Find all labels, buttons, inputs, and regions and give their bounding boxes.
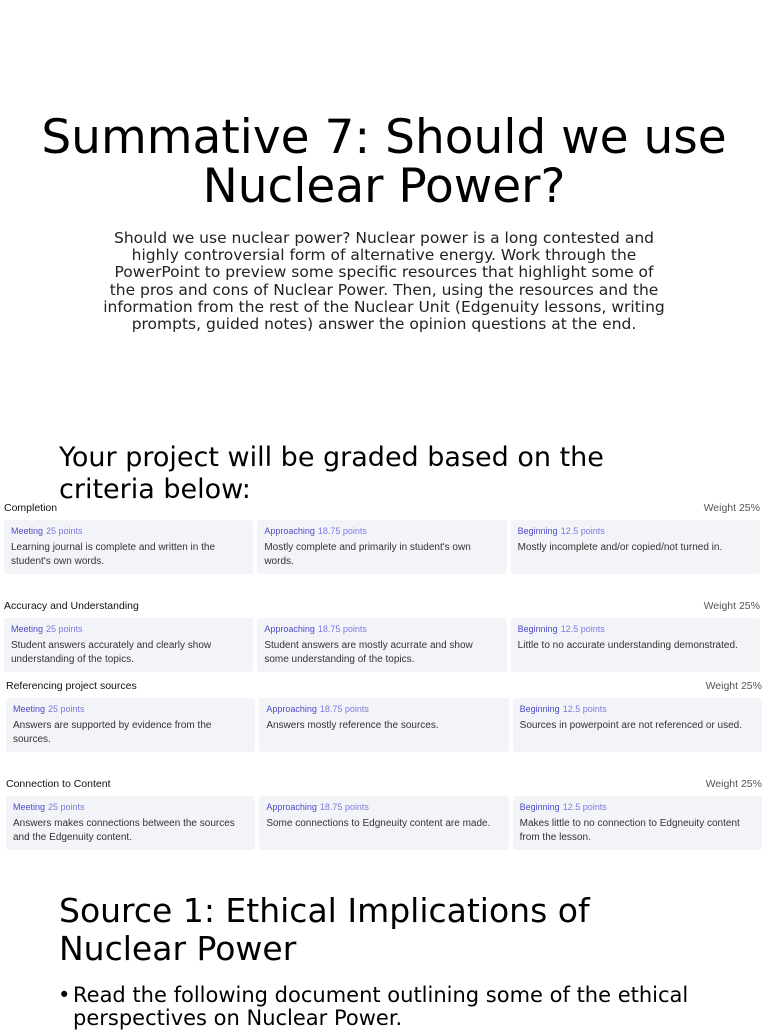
level-label: Beginning bbox=[519, 704, 560, 714]
rubric-cell-meeting bbox=[6, 796, 255, 850]
level-description: Mostly complete and primarily in student's own words. bbox=[264, 542, 471, 567]
rubric-criterion: Completion bbox=[4, 502, 58, 514]
points-label: 18.75 points bbox=[317, 624, 367, 634]
rubric-connection bbox=[6, 776, 762, 850]
rubric-cell-beginning bbox=[513, 796, 762, 850]
rubric-accuracy bbox=[4, 598, 760, 672]
points-label: 25 points bbox=[46, 624, 83, 634]
rubric-referencing bbox=[6, 678, 762, 752]
points-label: 25 points bbox=[48, 802, 85, 812]
points-label: 18.75 points bbox=[319, 704, 369, 714]
rubric-cell-approaching bbox=[257, 618, 506, 672]
level-label: Meeting bbox=[13, 704, 46, 714]
rubric-cell-approaching bbox=[259, 796, 508, 850]
bullet-item bbox=[58, 984, 698, 1030]
level-label: Meeting bbox=[11, 526, 44, 536]
level-description: Makes little to no connection to Edgneuity content from the lesson. bbox=[519, 818, 740, 843]
rubric-weight: Weight 25% bbox=[703, 600, 760, 612]
rubric-weight: Weight 25% bbox=[705, 778, 762, 790]
level-description: Answers mostly reference the sources. bbox=[266, 720, 439, 731]
level-description: Learning journal is complete and written in the student's own words. bbox=[11, 542, 216, 567]
grading-heading: Your project will be graded based on the criteria below: bbox=[59, 442, 604, 505]
rubric-cell-meeting bbox=[6, 698, 255, 752]
level-label: Meeting bbox=[13, 802, 46, 812]
rubric-criterion: Accuracy and Understanding bbox=[4, 600, 139, 612]
rubric-cell-meeting bbox=[4, 520, 253, 574]
bullet-text: Read the following document outlining some of the ethical perspectives on Nuclear Power. bbox=[73, 983, 689, 1030]
level-description: Some connections to Edgneuity content are made. bbox=[266, 818, 491, 829]
level-label: Beginning bbox=[517, 624, 558, 634]
rubric-cell-approaching bbox=[257, 520, 506, 574]
level-description: Little to no accurate understanding demonstrated. bbox=[517, 640, 738, 651]
points-label: 18.75 points bbox=[319, 802, 369, 812]
points-label: 18.75 points bbox=[317, 526, 367, 536]
points-label: 12.5 points bbox=[560, 526, 605, 536]
level-description: Mostly incomplete and/or copied/not turned in. bbox=[517, 542, 723, 553]
rubric-weight: Weight 25% bbox=[705, 680, 762, 692]
points-label: 12.5 points bbox=[562, 802, 607, 812]
level-description: Sources in powerpoint are not referenced or used. bbox=[519, 720, 743, 731]
level-description: Answers are supported by evidence from the sources. bbox=[13, 720, 212, 745]
level-label: Approaching bbox=[266, 704, 317, 714]
level-label: Beginning bbox=[519, 802, 560, 812]
rubric-cell-meeting bbox=[4, 618, 253, 672]
level-label: Approaching bbox=[264, 526, 315, 536]
rubric-weight: Weight 25% bbox=[703, 502, 760, 514]
level-label: Beginning bbox=[517, 526, 558, 536]
level-label: Approaching bbox=[264, 624, 315, 634]
level-description: Student answers are mostly acurrate and show some understanding of the topics. bbox=[264, 640, 473, 665]
rubric-cell-beginning bbox=[511, 520, 760, 574]
page-title: Summative 7: Should we use Nuclear Power? bbox=[41, 110, 727, 214]
points-label: 12.5 points bbox=[560, 624, 605, 634]
level-label: Meeting bbox=[11, 624, 44, 634]
level-description: Answers makes connections between the sources and the Edgenuity content. bbox=[13, 818, 235, 843]
source-heading: Source 1: Ethical Implications of Nuclear Power bbox=[59, 891, 590, 968]
rubric-criterion: Connection to Content bbox=[6, 778, 111, 790]
bullet-icon: • bbox=[58, 983, 71, 1007]
level-label: Approaching bbox=[266, 802, 317, 812]
points-label: 25 points bbox=[48, 704, 85, 714]
rubric-completion bbox=[4, 500, 760, 574]
rubric-criterion: Referencing project sources bbox=[6, 680, 137, 692]
points-label: 25 points bbox=[46, 526, 83, 536]
level-description: Student answers accurately and clearly show understanding of the topics. bbox=[11, 640, 212, 665]
intro-paragraph: Should we use nuclear power? Nuclear power is a long contested and highly controversial form of alternative energy. Work through the PowerPoint to preview some specific resources that highlight some of the pros and cons of Nuclear Power. Then, using the resources and the information from the rest of the Nuclear Unit (Edgenuity lessons, writing prompts, guided notes) answer the opinion questions at the end. bbox=[103, 229, 665, 334]
rubric-cell-beginning bbox=[511, 618, 760, 672]
rubric-cell-beginning bbox=[513, 698, 762, 752]
points-label: 12.5 points bbox=[562, 704, 607, 714]
rubric-cell-approaching bbox=[259, 698, 508, 752]
